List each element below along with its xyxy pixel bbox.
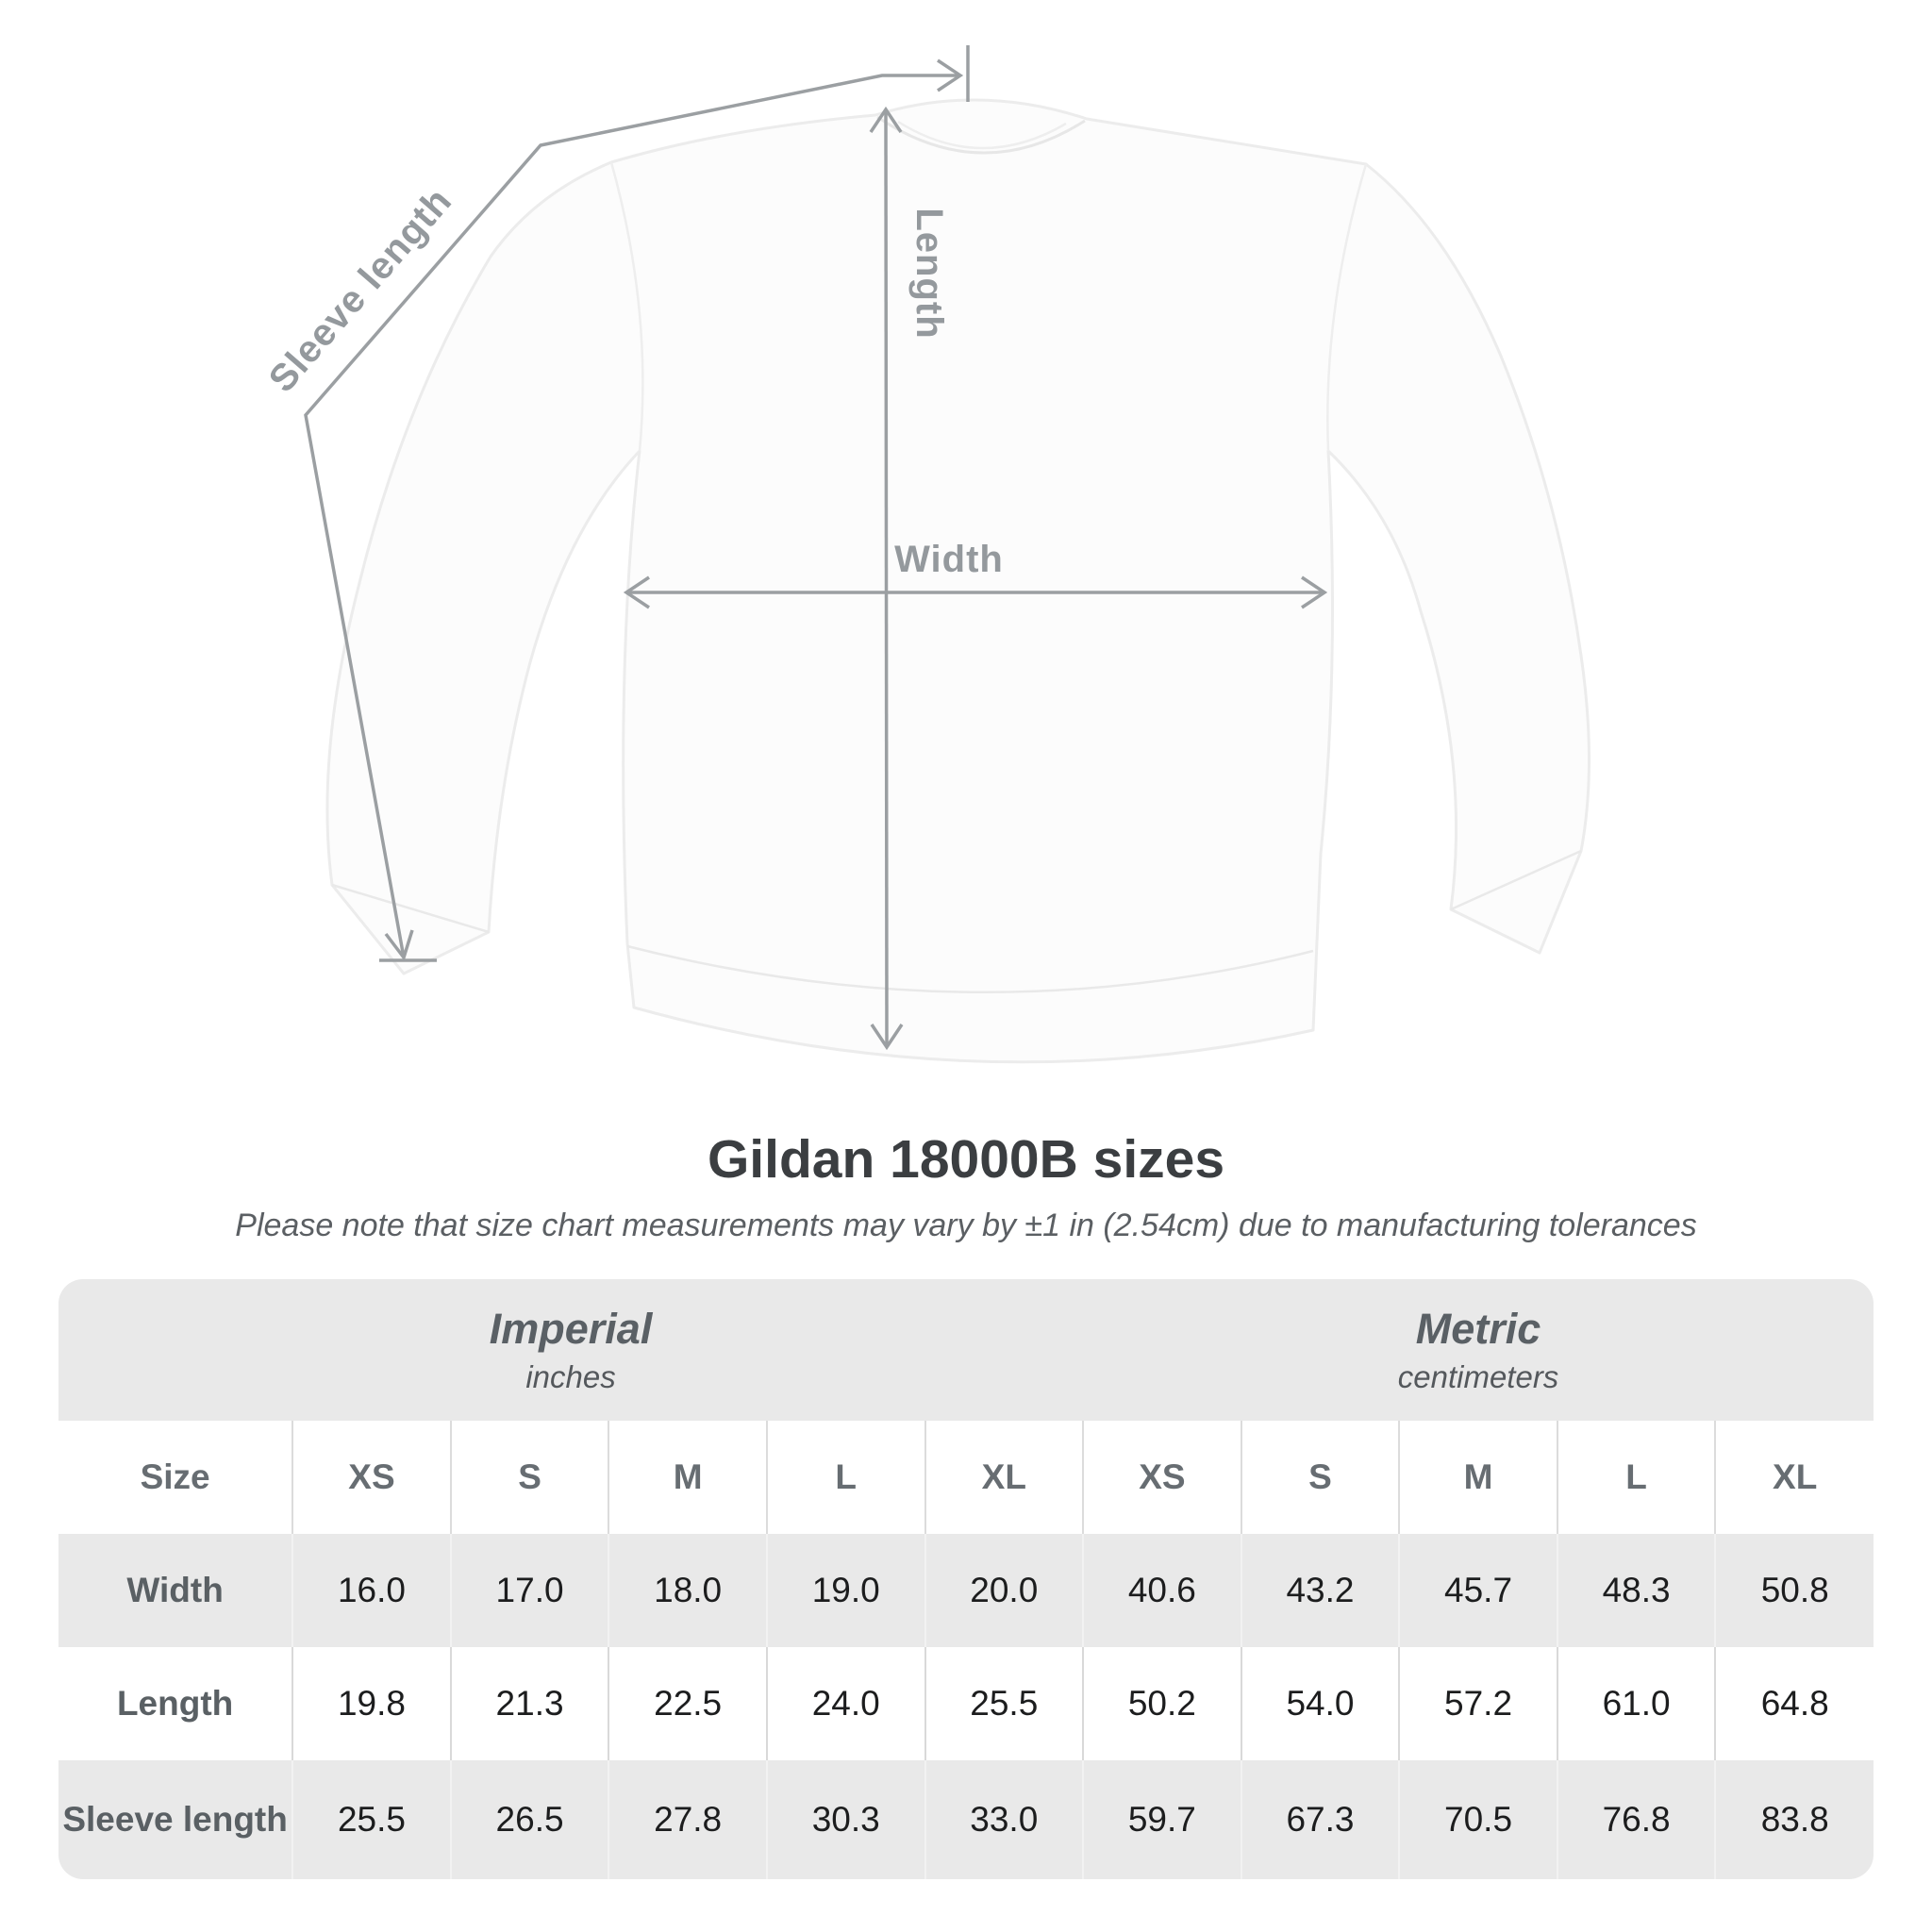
row-label-width: Width xyxy=(126,1571,224,1609)
cell-width-imperial-l: 19.0 xyxy=(767,1534,925,1647)
sweatshirt-outline xyxy=(327,100,1590,1062)
cell-sleeve-metric-xl: 83.8 xyxy=(1715,1760,1874,1879)
size-header-row xyxy=(58,1421,1874,1534)
size-table xyxy=(58,1279,1874,1879)
cell-sleeve-imperial-m: 27.8 xyxy=(608,1760,767,1879)
unit-group-imperial-title: Imperial xyxy=(489,1305,653,1353)
cell-width-imperial-xl: 20.0 xyxy=(925,1534,1084,1647)
column-header-imperial-l: L xyxy=(767,1421,925,1534)
cell-width-metric-l: 48.3 xyxy=(1557,1534,1716,1647)
cell-sleeve-metric-s: 67.3 xyxy=(1241,1760,1400,1879)
cell-length-metric-l: 61.0 xyxy=(1557,1647,1716,1760)
unit-band xyxy=(58,1279,1874,1421)
cell-sleeve-imperial-xs: 25.5 xyxy=(292,1760,451,1879)
page-subtitle: Please note that size chart measurements may vary by ±1 in (2.54cm) due to manufacturing tolerances xyxy=(235,1208,1697,1243)
table-row-length xyxy=(58,1647,1874,1760)
unit-group-metric-unit: centimeters xyxy=(1397,1359,1559,1394)
cell-length-metric-s: 54.0 xyxy=(1241,1647,1400,1760)
cell-width-imperial-s: 17.0 xyxy=(451,1534,609,1647)
cell-length-imperial-s: 21.3 xyxy=(451,1647,609,1760)
cell-sleeve-imperial-xl: 33.0 xyxy=(925,1760,1084,1879)
cell-length-metric-xl: 64.8 xyxy=(1715,1647,1874,1760)
cell-sleeve-imperial-l: 30.3 xyxy=(767,1760,925,1879)
length-label: Length xyxy=(908,208,950,340)
column-header-metric-s: S xyxy=(1241,1421,1400,1534)
unit-group-metric-title: Metric xyxy=(1415,1305,1541,1353)
cell-length-imperial-m: 22.5 xyxy=(608,1647,767,1760)
row-label-sleeve-length: Sleeve length xyxy=(62,1800,288,1839)
column-header-imperial-m: M xyxy=(608,1421,767,1534)
column-header-imperial-xs: XS xyxy=(292,1421,451,1534)
unit-group-imperial-unit: inches xyxy=(525,1359,616,1394)
cell-width-metric-xl: 50.8 xyxy=(1715,1534,1874,1647)
size-table-grid xyxy=(58,1421,1874,1879)
cell-width-imperial-xs: 16.0 xyxy=(292,1534,451,1647)
cell-width-imperial-m: 18.0 xyxy=(608,1534,767,1647)
cell-length-metric-xs: 50.2 xyxy=(1083,1647,1241,1760)
sleeve-length-label: Sleeve length xyxy=(260,179,460,401)
column-header-imperial-xl: XL xyxy=(925,1421,1084,1534)
table-row-sleeve-length xyxy=(58,1760,1874,1879)
column-header-imperial-s: S xyxy=(451,1421,609,1534)
cell-length-imperial-xs: 19.8 xyxy=(292,1647,451,1760)
page-title: Gildan 18000B sizes xyxy=(707,1129,1225,1190)
cell-sleeve-imperial-s: 26.5 xyxy=(451,1760,609,1879)
cell-width-metric-xs: 40.6 xyxy=(1083,1534,1241,1647)
cell-sleeve-metric-m: 70.5 xyxy=(1399,1760,1557,1879)
cell-width-metric-s: 43.2 xyxy=(1241,1534,1400,1647)
unit-group-imperial xyxy=(58,1279,1083,1421)
cell-length-imperial-l: 24.0 xyxy=(767,1647,925,1760)
unit-group-metric xyxy=(1083,1279,1874,1421)
cell-length-imperial-xl: 25.5 xyxy=(925,1647,1084,1760)
cell-sleeve-metric-l: 76.8 xyxy=(1557,1760,1716,1879)
column-header-metric-m: M xyxy=(1399,1421,1557,1534)
row-label-length: Length xyxy=(116,1684,234,1723)
column-header-size: Size xyxy=(140,1457,210,1496)
column-header-metric-l: L xyxy=(1557,1421,1716,1534)
cell-sleeve-metric-xs: 59.7 xyxy=(1083,1760,1241,1879)
width-label: Width xyxy=(894,539,1004,580)
column-header-metric-xs: XS xyxy=(1083,1421,1241,1534)
cell-width-metric-m: 45.7 xyxy=(1399,1534,1557,1647)
table-row-width xyxy=(58,1534,1874,1647)
column-header-metric-xl: XL xyxy=(1715,1421,1874,1534)
cell-length-metric-m: 57.2 xyxy=(1399,1647,1557,1760)
